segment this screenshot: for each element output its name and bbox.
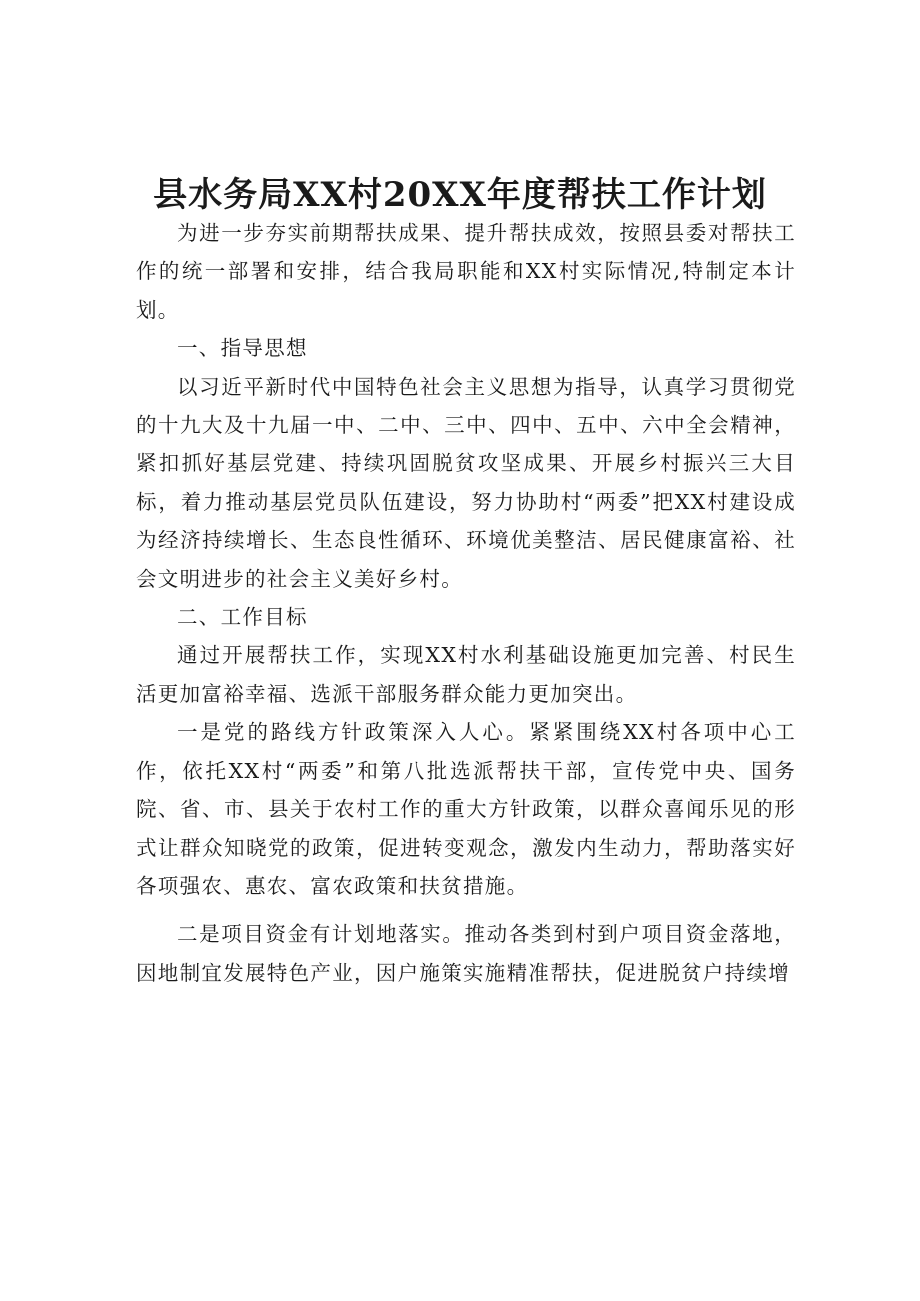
- intro-paragraph: 为进一步夯实前期帮扶成果、提升帮扶成效，按照县委对帮扶工作的统一部署和安排，结合我局职能和XX村实际情况,特制定本计划。: [136, 221, 796, 322]
- work-goals-paragraph: 通过开展帮扶工作，实现XX村水利基础设施更加完善、村民生活更加富裕幸福、选派干部服务群众能力更加突出。: [136, 643, 796, 706]
- section-heading-work-goals: 二、工作目标: [177, 605, 308, 630]
- document-title: 县水务局XX村20XX年度帮扶工作计划: [153, 175, 767, 215]
- funding-paragraph: 二是项目资金有计划地落实。推动各类到村到户项目资金落地，因地制宜发展特色产业，因户施策实施精准帮扶，促进脱贫户持续增: [136, 922, 796, 985]
- section-heading-guiding-ideology: 一、指导思想: [177, 336, 308, 361]
- document-body: [136, 214, 796, 992]
- policy-paragraph: 一是党的路线方针政策深入人心。紧紧围绕XX村各项中心工作，依托XX村“两委”和第八批选派帮扶干部，宣传党中央、国务院、省、市、县关于农村工作的重大方针政策，以群众喜闻乐见的形式让群众知晓党的政策，促进转变观念，激发内生动力，帮助落实好各项强农、惠农、富农政策和扶贫措施。: [136, 720, 796, 898]
- guiding-ideology-paragraph: 以习近平新时代中国特色社会主义思想为指导，认真学习贯彻党的十九大及十九届一中、二中、三中、四中、五中、六中全会精神，紧扣抓好基层党建、持续巩固脱贫攻坚成果、开展乡村振兴三大目标，着力推动基层党员队伍建设，努力协助村“两委”把XX村建设成为经济持续增长、生态良性循环、环境优美整洁、居民健康富裕、社会文明进步的社会主义美好乡村。: [136, 374, 796, 591]
